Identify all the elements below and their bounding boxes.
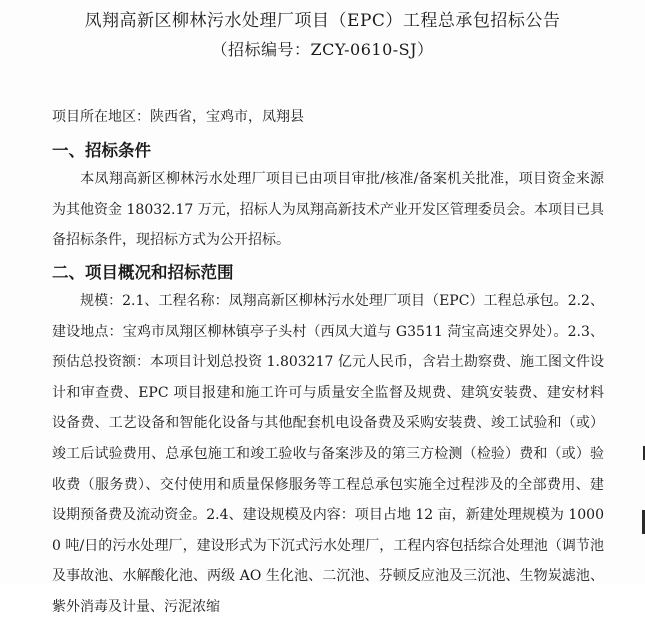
- project-region: 项目所在地区：陕西省，宝鸡市，凤翔县: [52, 109, 304, 125]
- tender-number: （招标编号：ZCY-0610-SJ）: [211, 40, 434, 59]
- section-body-text: 本凤翔高新区柳林污水处理厂项目已由项目审批/核准/备案机关批准，项目资金来源为其他资金 18032.17 万元，招标人为凤翔高新技术产业开发区管理委员会。本项目已具备招标条件，现招标方式为公开招标。: [52, 171, 604, 249]
- section-heading-tender-conditions: 一、招标条件: [52, 141, 151, 160]
- page-title: 凤翔高新区柳林污水处理厂项目（EPC）工程总承包招标公告: [84, 11, 561, 31]
- section-body-text: 规模：2.1、工程名称：凤翔高新区柳林污水处理厂项目（EPC）工程总承包。2.2、建设地点：宝鸡市凤翔区柳林镇亭子头村（西凤大道与 G3511 菏宝高速交界处）。2.3、预估总投资额：本项目计划总投资 1.803217 亿元人民币，含岩土勘察费、施工图文件设计和审查费、EPC 项目报建和施工许可与质量安全监督及规费、建筑安装费、建安材料设备费、工艺设备和智能化设备与其他配套机电设备费及采购安装费、竣工试验和（或）竣工后试验费用、总承包施工和竣工验收与备案涉及的第三方检测（检验）费和（或）验收费（服务费）、交付使用和质量保修服务等工程总承包实施全过程涉及的全部费用、建设期预备费及流动资金。2.4、建设规模及内容：项目占地 12 亩，新建处理规模为 10000 吨/日的污水处理厂，建设形式为下沉式污水处理厂，工程内容包括综合处理池（调节池及事故池、水解酸化池、两级 AO 生化池、二沉池、芬顿反应池及三沉池、生物炭滤池、紫外消毒及计量、污泥浓缩: [52, 293, 604, 615]
- section-body-tender-conditions: [52, 164, 604, 256]
- section-heading-project-overview: 二、项目概况和招标范围: [52, 263, 234, 282]
- section-body-project-overview: [52, 286, 604, 623]
